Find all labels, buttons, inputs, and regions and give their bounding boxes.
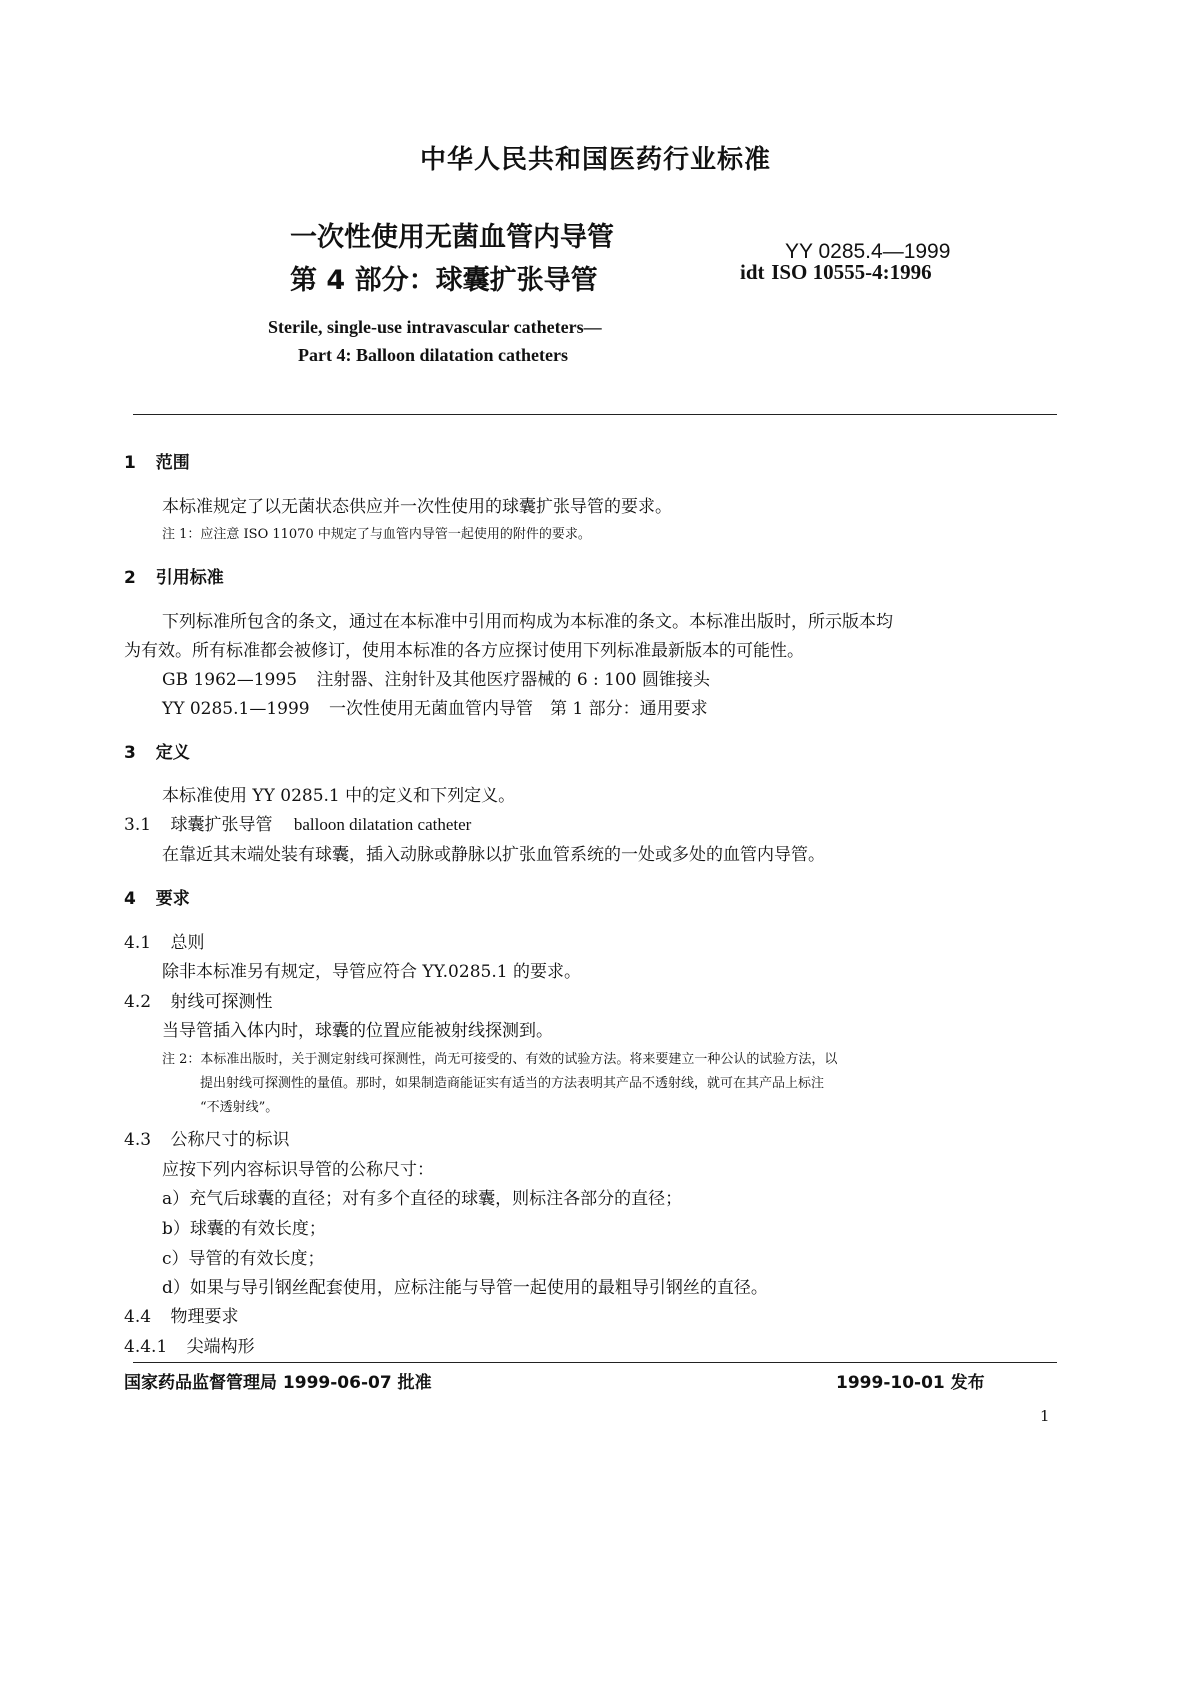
section-1-title: 范围	[155, 453, 190, 473]
subsection-4-4-1-title: 尖端构形	[186, 1337, 255, 1357]
subsection-3-1-paragraph: 在靠近其末端处装有球囊，插入动脉或静脉以扩张血管系统的一处或多处的血管内导管。	[162, 845, 825, 865]
subsection-4-4-1-heading	[124, 1332, 255, 1357]
subsection-4-2-paragraph: 当导管插入体内时，球囊的位置应能被射线探测到。	[162, 1021, 553, 1041]
section-4-number: 4	[124, 889, 136, 909]
subsection-3-1-heading	[124, 810, 471, 835]
section-4-2-note-line2: 提出射线可探测性的量值。那时，如果制造商能证实有适当的方法表明其产品不透射线，就可在其产品上标注	[200, 1076, 825, 1091]
list-item: b）球囊的有效长度；	[162, 1219, 326, 1239]
english-title-line2: Part 4: Balloon dilatation catheters	[298, 345, 568, 365]
doc-title-line1: 一次性使用无菌血管内导管	[290, 222, 614, 253]
reference-2-title: 一次性使用无菌血管内导管 第 1 部分：通用要求	[329, 699, 708, 719]
doc-title-line2: 第 4 部分：球囊扩张导管	[290, 265, 598, 296]
section-2-paragraph-line2: 为有效。所有标准都会被修订，使用本标准的各方应探讨使用下列标准最新版本的可能性。	[124, 641, 804, 661]
subsection-4-3-number: 4.3	[124, 1130, 152, 1150]
list-item: c）导管的有效长度；	[162, 1249, 325, 1269]
standard-number: YY 0285.4—1999	[785, 240, 951, 263]
footer-divider	[133, 1362, 1057, 1363]
reference-2	[162, 694, 708, 719]
section-4-title: 要求	[155, 889, 190, 909]
section-3-heading	[124, 738, 190, 763]
subsection-4-1-heading	[124, 928, 204, 953]
reference-1	[162, 665, 710, 690]
section-2-heading	[124, 563, 224, 588]
subsection-3-1-number: 3.1	[124, 815, 152, 835]
subsection-4-2-heading	[124, 987, 272, 1012]
section-2-title: 引用标准	[155, 568, 224, 588]
subsection-4-4-title: 物理要求	[170, 1307, 239, 1327]
subsection-3-1-title-cn: 球囊扩张导管	[170, 815, 273, 835]
section-4-2-note-line3: “不透射线”。	[200, 1100, 279, 1115]
subsection-4-4-1-number: 4.4.1	[124, 1337, 168, 1357]
release-line: 1999-10-01 发布	[836, 1373, 985, 1393]
list-item: a）充气后球囊的直径；对有多个直径的球囊，则标注各部分的直径；	[162, 1189, 683, 1209]
reference-1-code: GB 1962—1995	[162, 670, 298, 690]
subsection-4-4-heading	[124, 1302, 238, 1327]
iso-reference-line	[740, 260, 932, 285]
iso-reference: ISO 10555-4:1996	[771, 260, 932, 284]
section-4-heading	[124, 884, 190, 909]
subsection-4-1-paragraph: 除非本标准另有规定，导管应符合 YY.0285.1 的要求。	[162, 962, 581, 982]
subsection-4-2-number: 4.2	[124, 992, 152, 1012]
section-2-number: 2	[124, 568, 136, 588]
section-1-heading	[124, 448, 190, 473]
subsection-4-1-number: 4.1	[124, 933, 152, 953]
org-title: 中华人民共和国医药行业标准	[419, 145, 771, 175]
section-3-paragraph: 本标准使用 YY 0285.1 中的定义和下列定义。	[162, 786, 516, 806]
section-4-2-note-line1: 注 2：本标准出版时，关于测定射线可探测性，尚无可接受的、有效的试验方法。将来要建立一种公认的试验方法，以	[162, 1052, 838, 1067]
section-1-note: 注 1：应注意 ISO 11070 中规定了与血管内导管一起使用的附件的要求。	[162, 527, 591, 542]
approval-line: 国家药品监督管理局 1999-06-07 批准	[124, 1373, 432, 1393]
section-1-paragraph: 本标准规定了以无菌状态供应并一次性使用的球囊扩张导管的要求。	[162, 497, 672, 517]
subsection-3-1-title-en: balloon dilatation catheter	[293, 815, 472, 834]
section-1-number: 1	[124, 453, 136, 473]
reference-2-code: YY 0285.1—1999	[162, 699, 310, 719]
section-3-number: 3	[124, 743, 136, 763]
subsection-4-3-heading	[124, 1125, 289, 1150]
subsection-4-3-title: 公称尺寸的标识	[170, 1130, 290, 1150]
reference-1-title: 注射器、注射针及其他医疗器械的 6 : 100 圆锥接头	[316, 670, 711, 690]
section-2-paragraph-line1: 下列标准所包含的条文，通过在本标准中引用而构成为本标准的条文。本标准出版时，所示版本均	[162, 612, 893, 632]
page-number: 1	[1040, 1407, 1050, 1425]
subsection-4-1-title: 总则	[170, 933, 205, 953]
subsection-4-3-paragraph: 应按下列内容标识导管的公称尺寸：	[162, 1160, 434, 1180]
english-title-line1: Sterile, single-use intravascular catheters—	[268, 317, 602, 337]
list-item: d）如果与导引钢丝配套使用，应标注能与导管一起使用的最粗导引钢丝的直径。	[162, 1278, 768, 1298]
idt-label: idt	[740, 260, 765, 284]
subsection-4-4-number: 4.4	[124, 1307, 152, 1327]
section-3-title: 定义	[155, 743, 190, 763]
header-divider	[133, 414, 1057, 415]
subsection-4-2-title: 射线可探测性	[170, 992, 273, 1012]
